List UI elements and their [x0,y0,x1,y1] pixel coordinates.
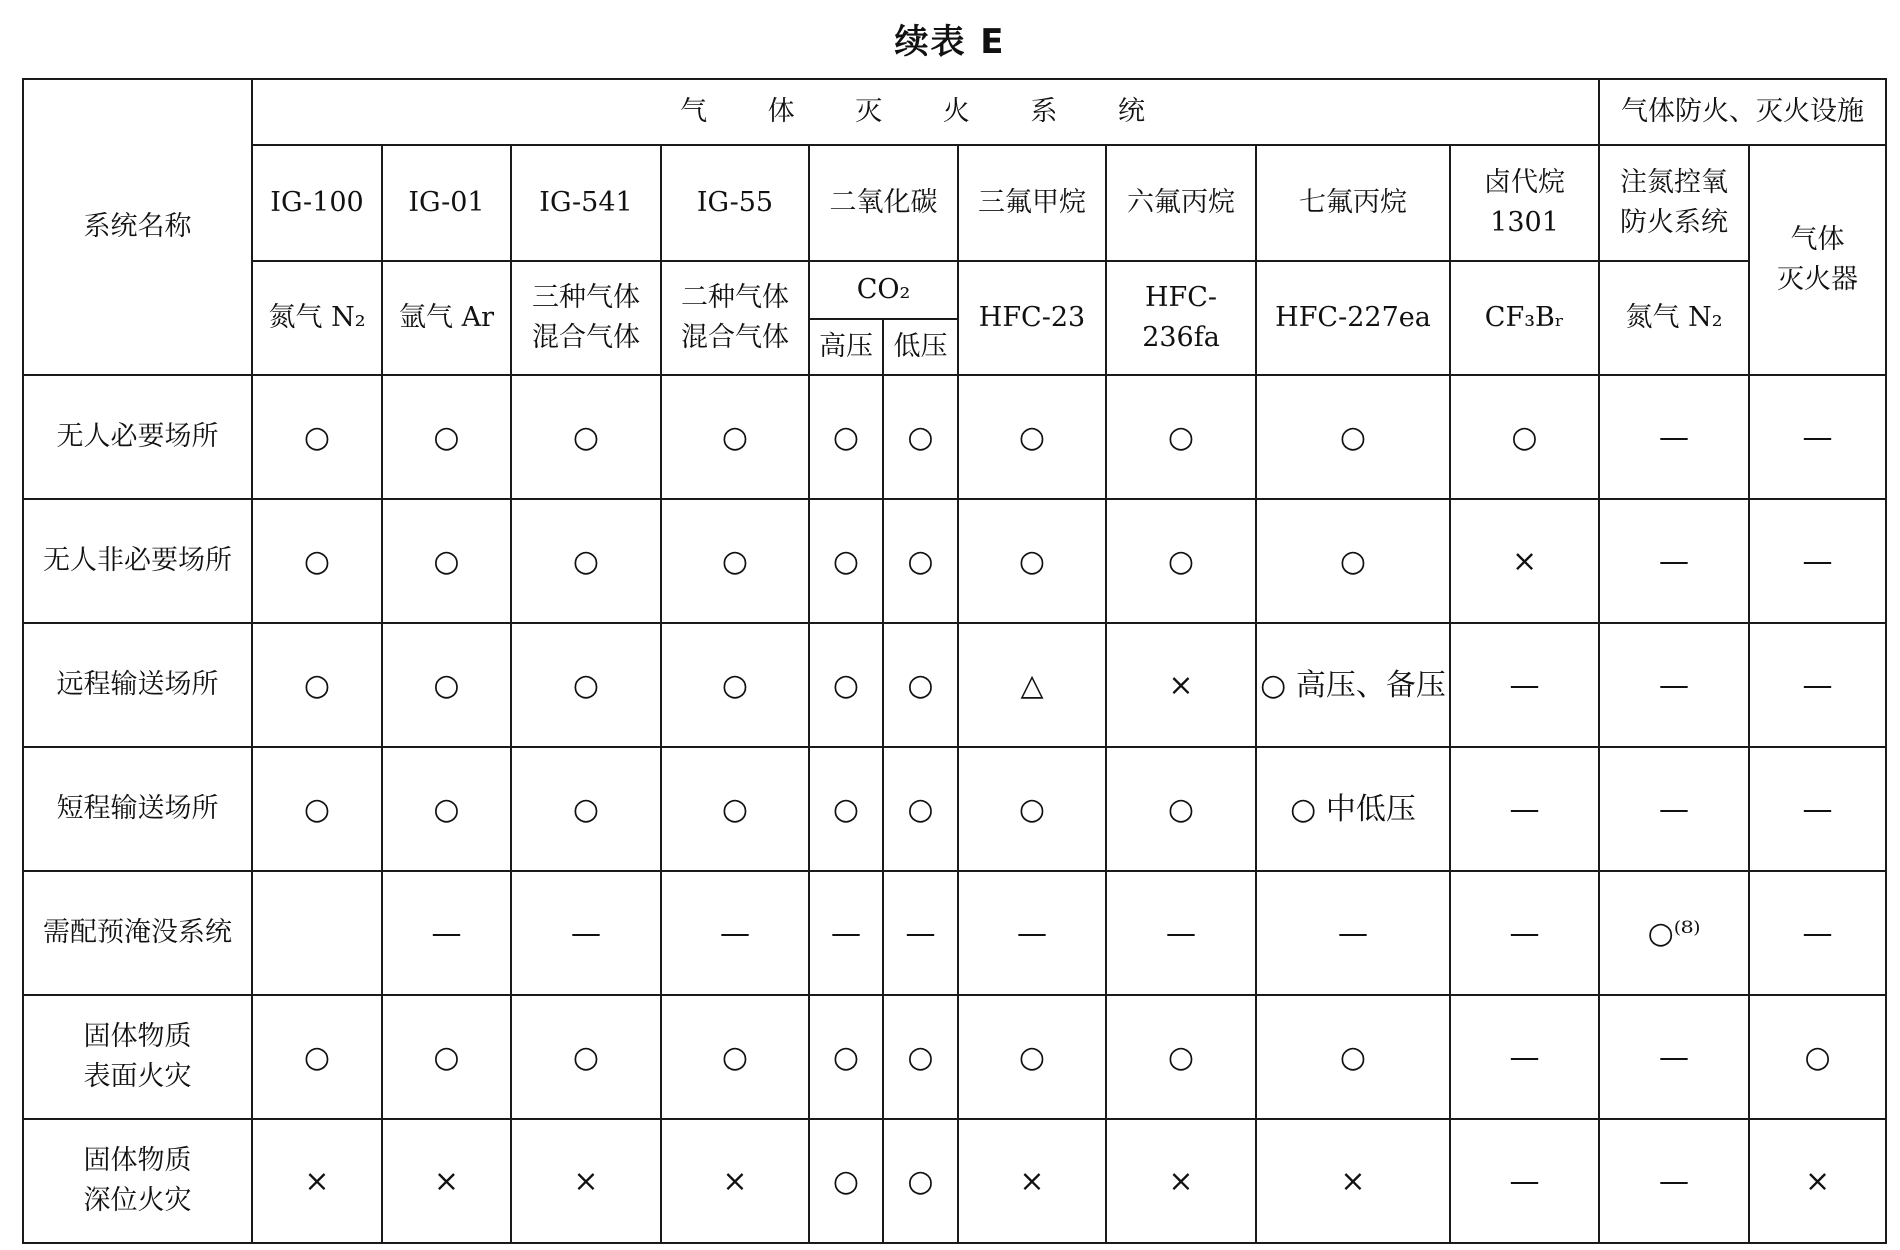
row-label-text: 远程输送场所 [56,668,219,700]
table-cell [958,995,1106,1119]
cell-value: ○ [1339,1039,1367,1075]
row-label-line1: 固体物质 [83,1144,192,1176]
cell-value: — [720,915,750,951]
col-agent-ig01: 氩气 Ar [382,261,511,375]
table-cell [1749,747,1886,871]
table-cell [1599,747,1749,871]
col-name-ig55: IG-55 [661,145,809,261]
header-system-name: 系统名称 [23,79,252,375]
table-cell [958,1119,1106,1243]
col-agent-ig55-line2: 混合气体 [681,322,789,353]
cell-value: × [304,1163,330,1199]
table-cell [661,995,809,1119]
cell-value: — [1802,915,1833,951]
table-cell [1106,995,1256,1119]
table-cell [252,747,382,871]
table-cell [382,995,511,1119]
cell-value: ○ [832,543,860,579]
table-body [23,375,1886,1243]
header-gas-fire-prevention: 气体防火、灭火设施 [1599,79,1886,145]
table-cell [661,747,809,871]
cell-value: — [1017,915,1047,951]
cell-value: — [1509,1163,1540,1199]
col-name-co2: 二氧化碳 [809,145,958,261]
table-cell [1749,1119,1886,1243]
table-cell [511,1119,661,1243]
cell-value: — [831,915,861,951]
cell-value: ○ [572,419,600,455]
table-cell [958,871,1106,995]
cell-value: ○ [907,419,934,455]
cell-value: ○ [907,667,934,703]
cell-value: ○ [832,791,860,827]
table-cell [1256,375,1450,499]
table-cell [511,499,661,623]
row-label-line2: 深位火灾 [83,1185,192,1216]
cell-value: ○ [907,543,934,579]
cell-value: ○ [721,1039,749,1075]
cell-value: ○ [721,419,749,455]
table-cell [1256,747,1450,871]
table-cell [1599,375,1749,499]
cell-value: ○ [572,667,600,703]
table-cell [511,995,661,1119]
cell-value: — [1659,1039,1690,1075]
row-label [23,499,252,623]
table-cell [1256,1119,1450,1243]
cell-value: ○ [303,1039,331,1075]
table-cell [1450,995,1599,1119]
cell-value: ○ [832,1163,860,1199]
table-cell [1450,375,1599,499]
table-cell [252,995,382,1119]
table-row [23,499,1886,623]
table-row [23,1119,1886,1243]
table-cell [252,871,382,995]
table-cell [1599,499,1749,623]
table-cell [809,995,883,1119]
row-label [23,871,252,995]
table-cell [1749,375,1886,499]
row-label [23,1119,252,1243]
table-cell [252,623,382,747]
cell-value: — [1659,419,1690,455]
cell-value: × [1511,543,1538,579]
cell-value: × [1168,667,1194,703]
col-agent-co2: CO₂ [809,261,958,319]
col-name-nitrogen-injection [1599,145,1749,261]
cell-value: ○ [303,419,331,455]
col-name-halon1301-line2: 1301 [1490,207,1559,238]
cell-value: ○ [1804,1039,1831,1075]
cell-value: ○ [572,791,600,827]
col-name-nitrogen-injection-line1: 注氮控氧 [1620,166,1729,198]
cell-value: △ [1020,667,1044,703]
cell-value: ○ [721,543,749,579]
col-agent-hfc236fa: HFC-236fa [1106,261,1256,375]
cell-value: × [1019,1163,1045,1199]
table-cell [1106,499,1256,623]
table-cell [883,1119,958,1243]
col-name-ig541: IG-541 [511,145,661,261]
table-cell [382,871,511,995]
cell-value: — [905,915,936,951]
cell-value: ○ [1018,543,1046,579]
col-co2-low-pressure: 低压 [883,319,958,375]
table-cell [1256,871,1450,995]
cell-value: × [573,1163,599,1199]
table-cell [1106,871,1256,995]
cell-value: ○ [1339,543,1367,579]
table-row [23,747,1886,871]
col-name-nitrogen-injection-line2: 防火系统 [1620,207,1729,238]
table-cell [1599,1119,1749,1243]
cell-value: ○ [572,1039,600,1075]
row-label-text: 短程输送场所 [56,792,219,824]
cell-value: ○ [1339,419,1367,455]
cell-value: — [1802,543,1833,579]
cell-value: ○ [433,667,460,703]
col-name-gas-extinguisher-line2: 灭火器 [1777,264,1859,295]
table-cell [1599,995,1749,1119]
cell-value: — [571,915,601,951]
table-cell [958,375,1106,499]
table-cell [382,623,511,747]
table-cell [252,1119,382,1243]
col-name-halon1301 [1450,145,1599,261]
row-label [23,375,252,499]
cell-value: × [1168,1163,1194,1199]
cell-value: ○ [433,1039,460,1075]
cell-value: ○ [1167,543,1195,579]
table-cell [809,871,883,995]
col-co2-high-pressure: 高压 [809,319,883,375]
cell-value: ○ [1511,419,1538,455]
col-agent-hfc227ea: HFC-227ea [1256,261,1450,375]
table-cell [1256,499,1450,623]
table-row [23,871,1886,995]
cell-value: — [1802,667,1833,703]
cell-value: — [1509,667,1540,703]
table-cell [809,375,883,499]
table-cell [883,995,958,1119]
cell-value: — [1509,915,1540,951]
table-cell [382,375,511,499]
col-agent-hfc23: HFC-23 [958,261,1106,375]
cell-value: ○ 中低压 [1290,791,1416,827]
col-agent-ig100: 氮气 N₂ [252,261,382,375]
col-name-gas-extinguisher-line1: 气体 [1790,223,1845,255]
table-cell [511,747,661,871]
table-cell [252,375,382,499]
table-cell [1106,375,1256,499]
cell-value: — [1509,1039,1540,1075]
row-label [23,747,252,871]
col-agent-nitrogen-injection: 氮气 N₂ [1599,261,1749,375]
col-name-hfc236fa: 六氟丙烷 [1106,145,1256,261]
table-cell [1749,871,1886,995]
table-cell [809,623,883,747]
cell-value: ○ [832,667,860,703]
cell-value: ○ [1018,419,1046,455]
table-cell [809,747,883,871]
col-name-halon1301-line1: 卤代烷 [1484,166,1566,198]
table-cell [883,375,958,499]
table-row [23,995,1886,1119]
table-cell [1106,623,1256,747]
cell-value: × [1804,1163,1831,1199]
cell-value: — [1659,1163,1690,1199]
table-cell [958,499,1106,623]
cell-value: ○ [907,1039,934,1075]
table-cell [511,871,661,995]
col-name-ig100: IG-100 [252,145,382,261]
table-cell [958,623,1106,747]
row-label-text: 无人必要场所 [56,420,219,452]
row-label-text: 无人非必要场所 [43,544,232,576]
col-agent-halon1301: CF₃Bᵣ [1450,261,1599,375]
table-cell [883,871,958,995]
table-cell [252,499,382,623]
col-agent-ig55-line1: 二种气体 [681,281,789,313]
table-cell [661,1119,809,1243]
cell-value: ○ [907,791,934,827]
table-cell [883,499,958,623]
table-cell [661,871,809,995]
row-label-line2: 表面火灾 [83,1061,192,1092]
cell-value: ○ [433,791,460,827]
cell-value: ○ [721,667,749,703]
cell-value: ○ [303,543,331,579]
table-cell [958,747,1106,871]
cell-value: ○ [572,543,600,579]
cell-value: — [1509,791,1540,827]
cell-value: ○ [907,1163,934,1199]
table-cell [382,1119,511,1243]
table-cell [1450,499,1599,623]
table-cell [883,623,958,747]
table-cell [1749,623,1886,747]
col-name-ig01: IG-01 [382,145,511,261]
table-cell [1749,499,1886,623]
cell-value: ○ [832,1039,860,1075]
table-row [23,623,1886,747]
gas-system-table [22,78,1887,1244]
row-label-text: 需配预淹没系统 [43,916,232,948]
table-cell [1599,623,1749,747]
col-agent-ig541-line1: 三种气体 [532,281,640,313]
table-cell [809,1119,883,1243]
cell-value: ○ [1167,419,1195,455]
cell-value: — [1659,667,1690,703]
table-cell [1749,995,1886,1119]
table-row [23,375,1886,499]
cell-value: — [1166,915,1196,951]
table-cell [661,623,809,747]
table-cell [1256,623,1450,747]
row-label [23,995,252,1119]
table-cell [1450,871,1599,995]
table-cell [511,375,661,499]
table-cell [809,499,883,623]
cell-value: ○ [721,791,749,827]
table-cell [382,499,511,623]
cell-value: ○ [303,667,331,703]
cell-value: ○ [832,419,860,455]
cell-value: × [722,1163,748,1199]
col-agent-ig55 [661,261,809,375]
page-title: 续表 E [894,22,1006,62]
cell-value: ○ [1167,791,1195,827]
row-label [23,623,252,747]
cell-value: — [1659,543,1690,579]
col-name-gas-extinguisher [1749,145,1886,375]
col-agent-ig541 [511,261,661,375]
cell-value: — [1802,791,1833,827]
table-cell [883,747,958,871]
table-cell [1450,1119,1599,1243]
table-cell [1256,995,1450,1119]
table-cell [1599,871,1749,995]
cell-value: — [1338,915,1368,951]
table-cell [382,747,511,871]
cell-value: ○ [1167,1039,1195,1075]
table-cell [661,499,809,623]
table-cell [1106,1119,1256,1243]
table-cell [661,375,809,499]
cell-value: ○ 高压、备压 [1260,667,1446,703]
cell-value: — [1802,419,1833,455]
cell-value: ○ [1018,1039,1046,1075]
cell-value: ○ [433,543,460,579]
table-cell [511,623,661,747]
col-agent-ig541-line2: 混合气体 [532,322,640,353]
table-cell [1450,747,1599,871]
cell-value: × [433,1163,460,1199]
table-cell [1106,747,1256,871]
cell-value: ○ [303,791,331,827]
col-name-hfc23: 三氟甲烷 [958,145,1106,261]
table-cell [1450,623,1599,747]
cell-value: — [1659,791,1690,827]
cell-value: × [1340,1163,1366,1199]
cell-value: ○⁽⁸⁾ [1647,915,1701,951]
col-name-hfc227ea: 七氟丙烷 [1256,145,1450,261]
cell-value: — [431,915,462,951]
cell-value: ○ [1018,791,1046,827]
header-gas-extinguishing-system: 气 体 灭 火 系 统 [252,79,1599,145]
cell-value: ○ [433,419,460,455]
row-label-line1: 固体物质 [83,1020,192,1052]
